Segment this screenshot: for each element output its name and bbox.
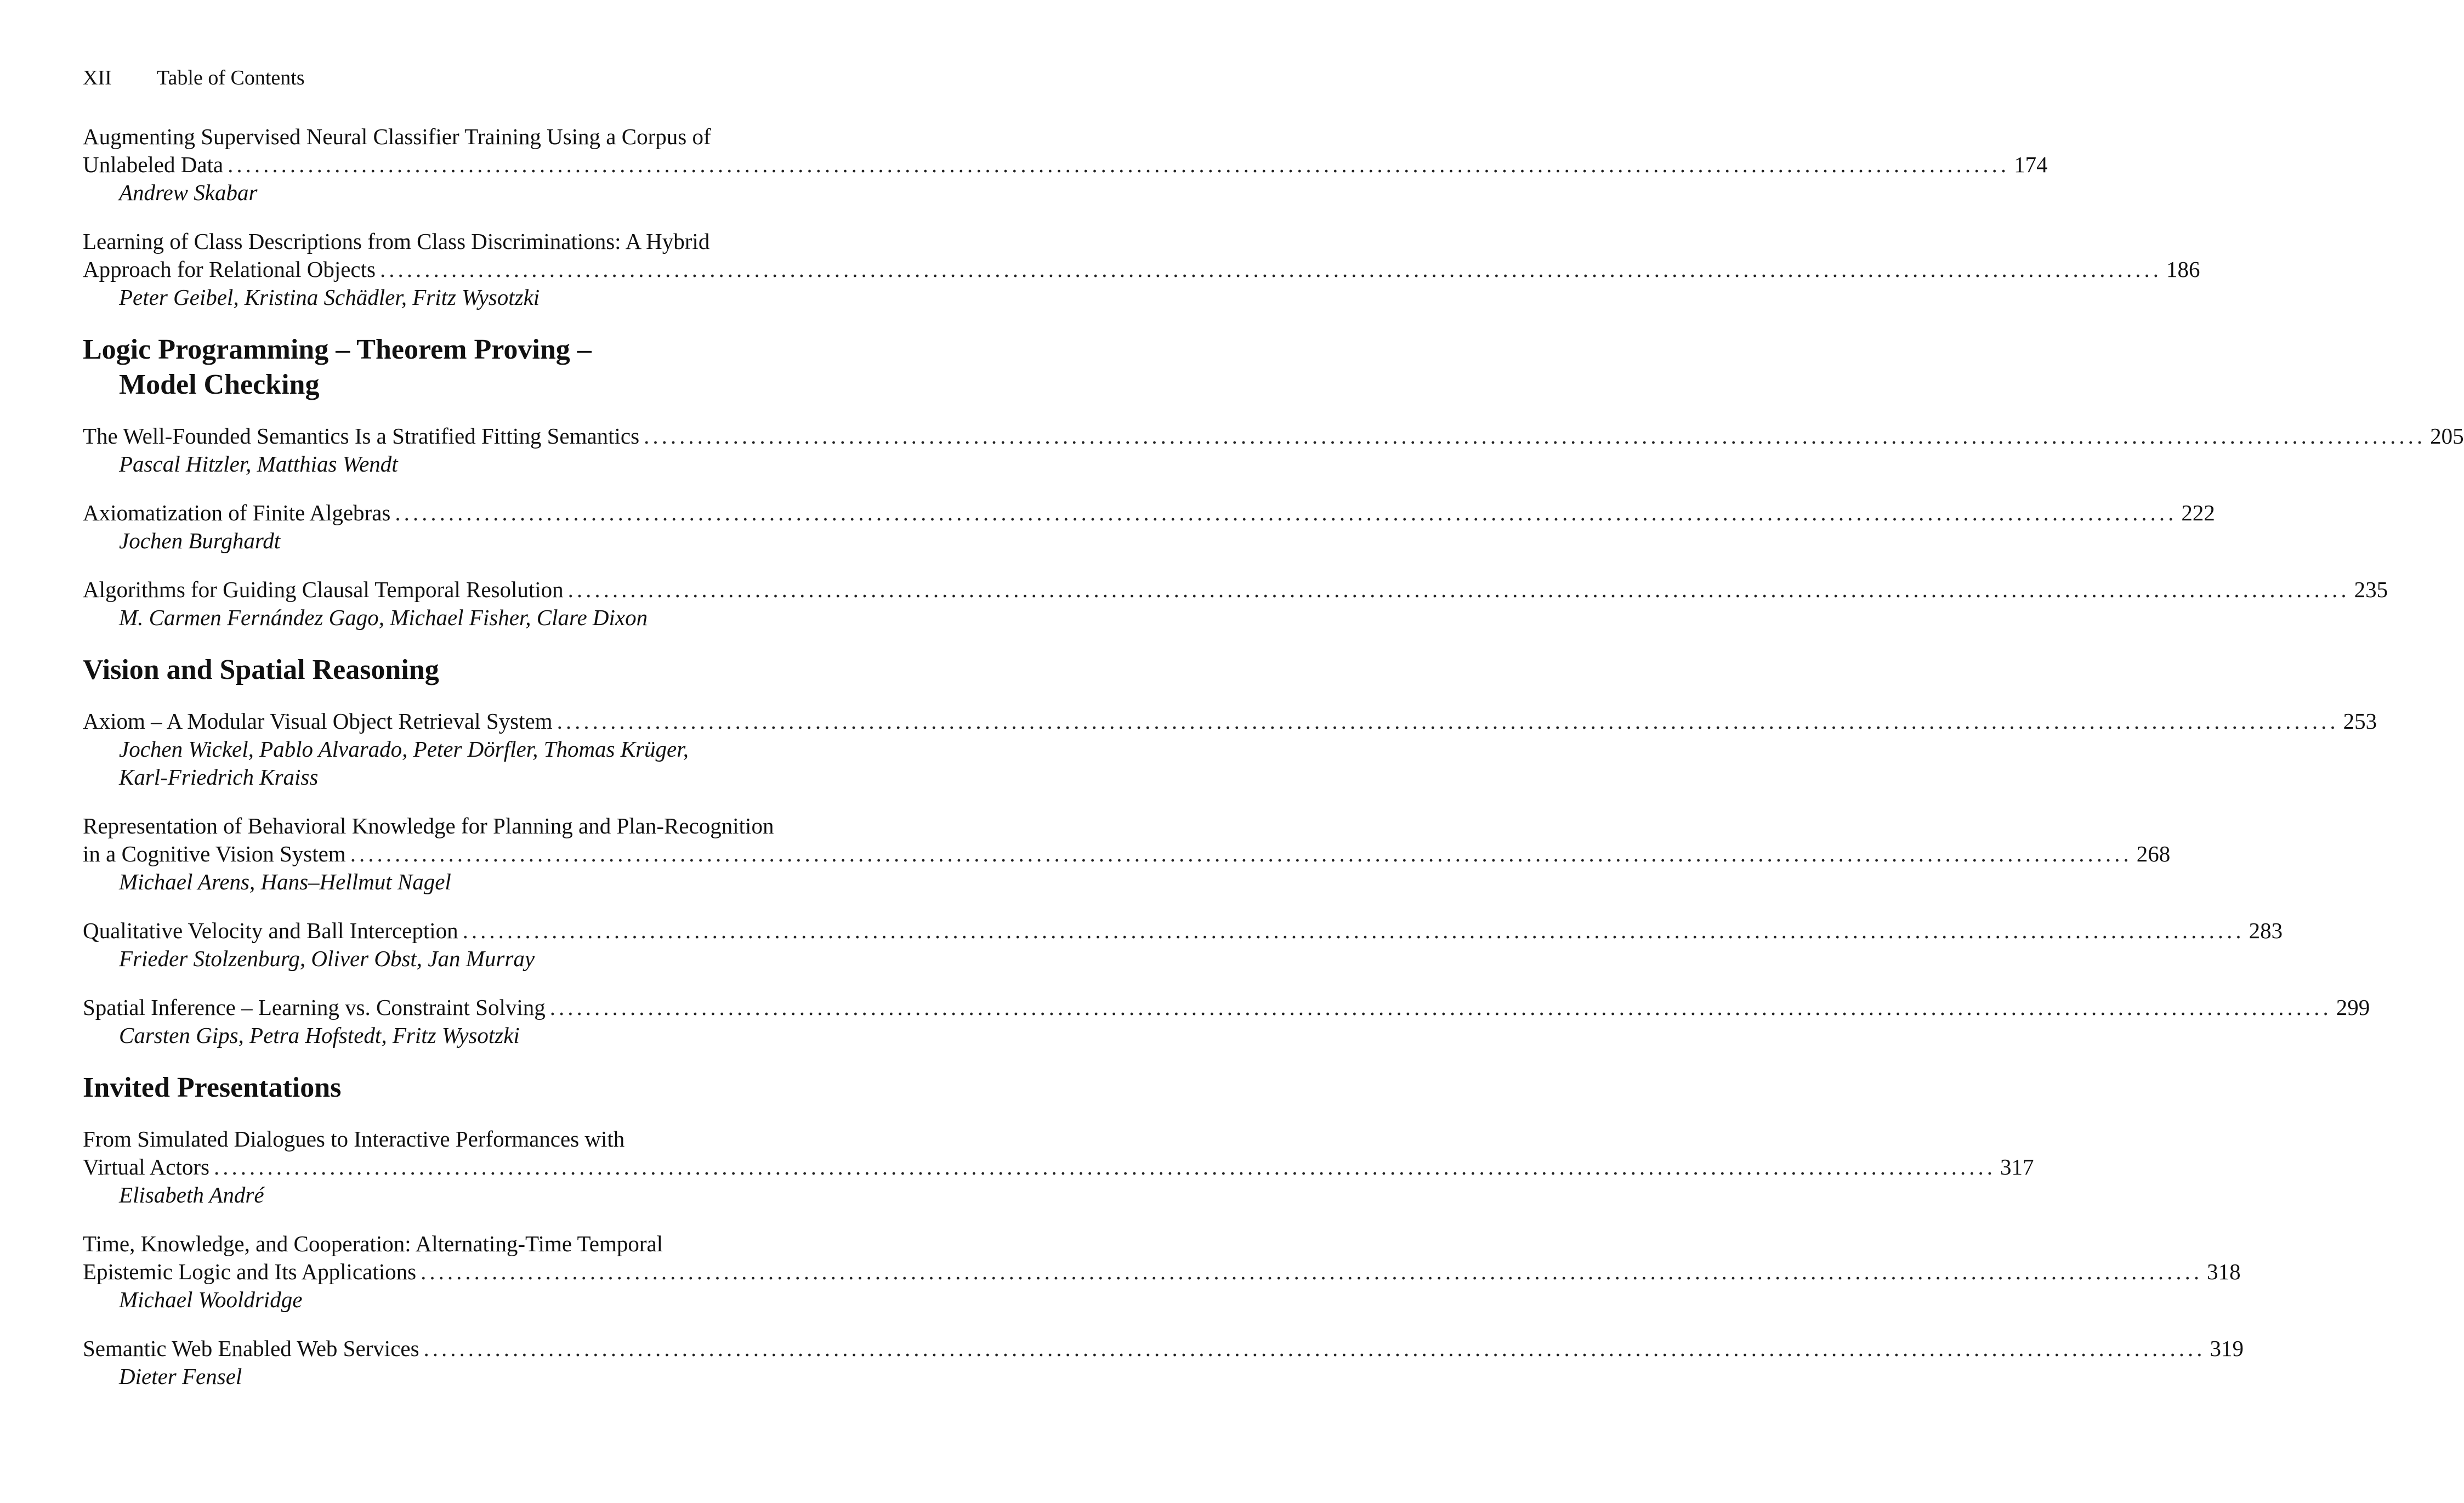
section-heading-invited: Invited Presentations	[83, 1072, 342, 1103]
entry-page-number[interactable]: 319	[2210, 1336, 2244, 1361]
entry-title-last-line	[83, 840, 2171, 868]
entry-title-text: Semantic Web Enabled Web Services	[83, 1336, 419, 1361]
entry-title-last-line	[83, 707, 2377, 735]
toc-entry[interactable]	[83, 1335, 2244, 1391]
toc-entry[interactable]	[83, 576, 2388, 632]
toc-entry[interactable]	[83, 917, 2283, 973]
entry-title-line: Time, Knowledge, and Cooperation: Alternating-Time Temporal	[83, 1231, 663, 1256]
entry-page-number[interactable]: 299	[2336, 995, 2370, 1020]
entry-title-last-line	[83, 1153, 2034, 1181]
dot-leader: ........................................................................................................................................................................................................	[549, 995, 2332, 1020]
entry-page-number[interactable]: 283	[2249, 918, 2283, 943]
entry-title-last-line	[83, 151, 2048, 179]
toc-entry[interactable]	[83, 1125, 2034, 1209]
toc-entry[interactable]	[83, 228, 2200, 311]
entry-title-last-line	[83, 499, 2215, 527]
entry-page-number[interactable]: 205	[2430, 423, 2464, 449]
entry-title-last-line	[83, 994, 2370, 1022]
entry-authors: Dieter Fensel	[119, 1364, 242, 1389]
entry-title-text: Qualitative Velocity and Ball Interception	[83, 918, 458, 943]
toc-entry[interactable]	[83, 499, 2215, 555]
running-head	[83, 65, 889, 91]
entry-title-last-line	[83, 917, 2283, 945]
dot-leader: ........................................................................................................................................................................................................	[462, 918, 2245, 943]
entry-title-last-line	[83, 576, 2388, 604]
entry-title-text: The Well-Founded Semantics Is a Stratified Fitting Semantics	[83, 423, 640, 449]
toc-entry[interactable]	[83, 812, 2171, 896]
toc-group	[83, 123, 2200, 311]
entry-authors: Karl-Friedrich Kraiss	[119, 764, 319, 790]
entry-authors: Pascal Hitzler, Matthias Wendt	[119, 451, 398, 477]
entry-page-number[interactable]: 268	[2136, 841, 2171, 866]
entry-title-text: Axiomatization of Finite Algebras	[83, 500, 391, 525]
entry-title-last-line	[83, 1335, 2244, 1363]
entry-title-last-line	[83, 256, 2200, 283]
dot-leader: ........................................................................................................................................................................................................	[567, 577, 2350, 602]
entry-authors: Peter Geibel, Kristina Schädler, Fritz Wysotzki	[119, 285, 540, 310]
section-heading-line: Model Checking	[119, 369, 320, 400]
entry-authors: Jochen Burghardt	[119, 528, 281, 553]
entry-authors: M. Carmen Fernández Gago, Michael Fisher, Clare Dixon	[119, 605, 648, 630]
entry-title-text: Algorithms for Guiding Clausal Temporal Resolution	[83, 577, 564, 602]
entry-page-number[interactable]: 318	[2207, 1259, 2241, 1284]
dot-leader: ........................................................................................................................................................................................................	[213, 1154, 1996, 1179]
section-heading-vision: Vision and Spatial Reasoning	[83, 654, 439, 685]
entry-title-line: Augmenting Supervised Neural Classifier Training Using a Corpus of	[83, 124, 711, 149]
entry-authors: Carsten Gips, Petra Hofstedt, Fritz Wysotzki	[119, 1023, 520, 1048]
entry-authors: Michael Arens, Hans–Hellmut Nagel	[119, 869, 451, 894]
entry-title-last-line	[83, 422, 2464, 450]
entry-title-text: in a Cognitive Vision System	[83, 841, 346, 866]
entry-authors: Andrew Skabar	[119, 180, 258, 205]
entry-page-number[interactable]: 235	[2354, 577, 2388, 602]
section-heading-line: Logic Programming – Theorem Proving –	[83, 334, 592, 365]
dot-leader: ........................................................................................................................................................................................................	[395, 500, 2177, 525]
entry-authors: Jochen Wickel, Pablo Alvarado, Peter Dörfler, Thomas Krüger,	[119, 736, 689, 762]
dot-leader: ........................................................................................................................................................................................................	[350, 841, 2132, 866]
entry-title-line: Representation of Behavioral Knowledge for Planning and Plan-Recognition	[83, 813, 774, 838]
entry-title-line: Learning of Class Descriptions from Class Discriminations: A Hybrid	[83, 229, 710, 254]
toc-entry[interactable]	[83, 1230, 2241, 1314]
entry-title-text: Approach for Relational Objects	[83, 257, 376, 282]
toc-page	[83, 65, 2464, 1411]
toc-entry[interactable]	[83, 707, 2377, 791]
dot-leader: ........................................................................................................................................................................................................	[423, 1336, 2206, 1361]
entry-page-number[interactable]: 186	[2166, 257, 2200, 282]
toc-group	[83, 1125, 2244, 1391]
running-title: Table of Contents	[157, 66, 305, 89]
entry-title-text: Epistemic Logic and Its Applications	[83, 1259, 417, 1284]
dot-leader: ........................................................................................................................................................................................................	[644, 423, 2426, 449]
entry-authors: Elisabeth André	[119, 1182, 264, 1207]
dot-leader: ........................................................................................................................................................................................................	[557, 708, 2339, 734]
entry-authors: Frieder Stolzenburg, Oliver Obst, Jan Murray	[119, 946, 535, 971]
toc-group	[83, 707, 2377, 1050]
entry-page-number[interactable]: 317	[2000, 1154, 2034, 1179]
entry-title-line: From Simulated Dialogues to Interactive Performances with	[83, 1126, 625, 1152]
dot-leader: ........................................................................................................................................................................................................	[379, 257, 2162, 282]
dot-leader: ........................................................................................................................................................................................................	[228, 152, 2010, 177]
entry-title-text: Unlabeled Data	[83, 152, 224, 177]
entry-page-number[interactable]: 222	[2181, 500, 2215, 525]
toc-entry[interactable]	[83, 422, 2464, 478]
page-number: XII	[83, 66, 112, 89]
entry-page-number[interactable]: 253	[2343, 708, 2377, 734]
dot-leader: ........................................................................................................................................................................................................	[421, 1259, 2203, 1284]
entry-authors: Michael Wooldridge	[119, 1287, 303, 1312]
entry-title-text: Axiom – A Modular Visual Object Retrieval System	[83, 708, 553, 734]
entry-title-text: Virtual Actors	[83, 1154, 209, 1179]
toc-group	[83, 422, 2464, 632]
toc-entry[interactable]	[83, 994, 2370, 1050]
entry-page-number[interactable]: 174	[2014, 152, 2048, 177]
toc-entry[interactable]	[83, 123, 2048, 207]
section-heading-logic	[83, 332, 889, 402]
entry-title-last-line	[83, 1258, 2241, 1286]
entry-title-text: Spatial Inference – Learning vs. Constraint Solving	[83, 995, 546, 1020]
